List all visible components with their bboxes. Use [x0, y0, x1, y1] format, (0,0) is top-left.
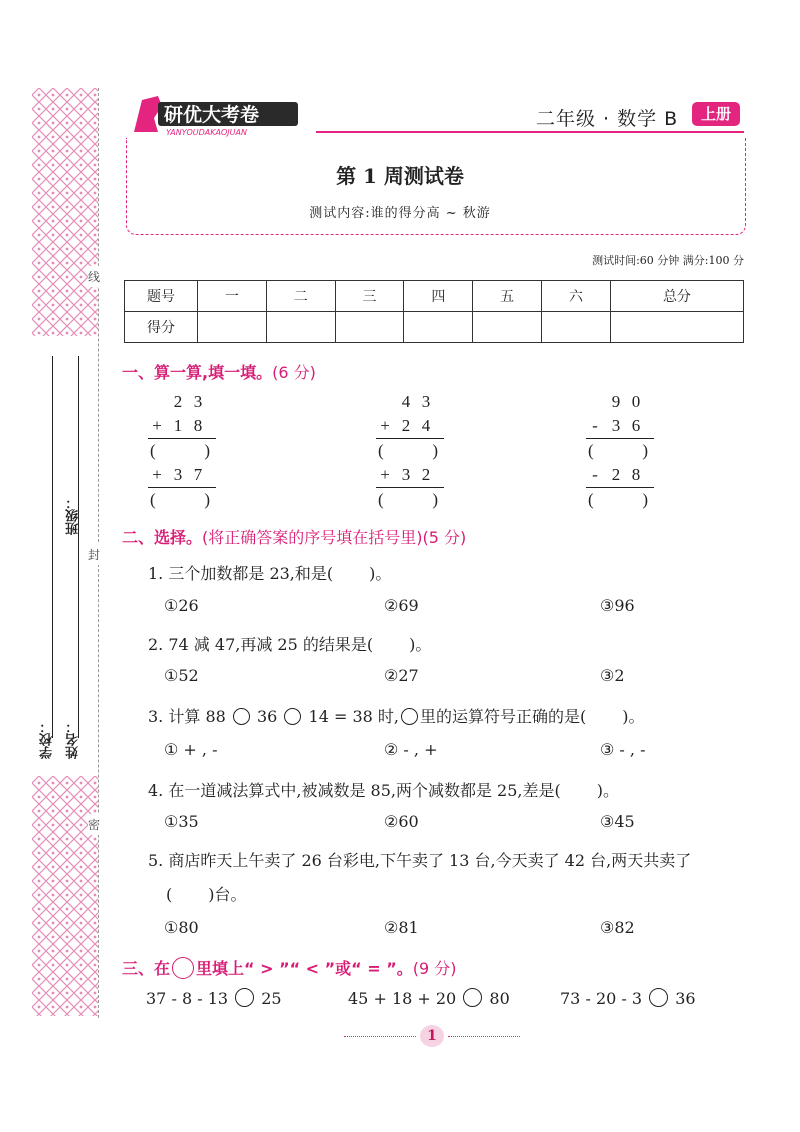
seal-char-bottom: 密	[88, 814, 100, 835]
page-number: 1	[420, 1025, 444, 1047]
section3-heading	[122, 956, 457, 979]
score-header-cell: 二	[266, 281, 335, 312]
option[interactable]: ①26	[164, 596, 199, 615]
operator: +	[152, 465, 162, 484]
question-text: 4. 在一道减法算式中,被减数是 85,两个减数都是 25,差是(	[148, 781, 561, 800]
section1-title: 一、算一算,填一填。	[122, 363, 273, 382]
option[interactable]: ②69	[384, 596, 419, 615]
option[interactable]: ②60	[384, 812, 419, 831]
section3-points: (9 分)	[412, 959, 457, 978]
circle-symbol	[401, 708, 418, 725]
digit: 1	[173, 416, 183, 435]
class-label: 班级：	[66, 496, 81, 535]
question-text: )。	[409, 635, 432, 654]
school-label: 学校：	[40, 720, 55, 759]
section2-heading	[122, 525, 466, 548]
option[interactable]: ③96	[600, 596, 635, 615]
score-cell[interactable]	[335, 312, 404, 343]
compare-item	[560, 988, 696, 1008]
score-row-label: 得分	[125, 312, 198, 343]
option[interactable]: ②81	[384, 918, 419, 937]
score-cell[interactable]	[610, 312, 743, 343]
page-rule-left	[344, 1036, 416, 1037]
answer-blank[interactable]: ( )	[150, 490, 210, 509]
seal-char-mid: 封	[88, 544, 100, 565]
score-header-cell: 四	[404, 281, 473, 312]
section1-points: (6 分)	[272, 363, 316, 382]
question-3	[148, 704, 645, 727]
digit: 3	[611, 416, 621, 435]
section2-title: 二、选择。	[122, 528, 203, 547]
digit: 7	[193, 465, 203, 484]
answer-blank[interactable]: ( )	[588, 490, 648, 509]
score-header-cell: 五	[473, 281, 542, 312]
option[interactable]: ② - , +	[384, 740, 438, 759]
option[interactable]: ①52	[164, 666, 199, 685]
answer-blank[interactable]: ( )	[150, 441, 210, 460]
digit: 4	[421, 416, 431, 435]
question-text: 3. 计算 88	[148, 707, 226, 726]
brand-pinyin: YANYOUDAKAOJUAN	[166, 128, 247, 137]
vertical-calc-1	[146, 390, 218, 512]
score-header-cell: 三	[335, 281, 404, 312]
score-header-cell: 总分	[610, 281, 743, 312]
margin-pattern-bottom	[32, 776, 98, 1016]
question-text: )。	[596, 781, 619, 800]
blank-circle[interactable]	[233, 708, 250, 725]
digit: 2	[611, 465, 621, 484]
brand-name: 研优大考卷	[164, 104, 260, 126]
fist-icon	[134, 96, 162, 132]
digit: 8	[631, 465, 641, 484]
score-header-row	[125, 281, 744, 312]
digit: 4	[401, 392, 411, 411]
vertical-calc-3	[584, 390, 656, 512]
compare-expression: 73 - 20 - 3	[560, 989, 643, 1008]
option[interactable]: ②27	[384, 666, 419, 685]
digit: 9	[611, 392, 621, 411]
question-1	[148, 561, 391, 584]
operator: -	[592, 416, 598, 435]
time-info: 测试时间:60 分钟 满分:100 分	[592, 254, 744, 267]
question-text: 2. 74 减 47,再减 25 的结果是(	[148, 635, 374, 654]
digit: 3	[401, 465, 411, 484]
compare-circle[interactable]	[649, 988, 668, 1007]
section1-heading	[122, 360, 316, 383]
question-5-cont	[166, 882, 247, 905]
class-name-line	[78, 356, 79, 738]
answer-blank[interactable]: ( )	[378, 490, 438, 509]
score-header-cell: 一	[198, 281, 267, 312]
score-table	[124, 280, 744, 343]
question-text: 里的运算符号正确的是(	[420, 707, 587, 726]
question-text: )。	[369, 564, 392, 583]
score-cell[interactable]	[198, 312, 267, 343]
page-rule-right	[448, 1036, 520, 1037]
option[interactable]: ③ - , -	[600, 740, 646, 759]
compare-expression: 45 + 18 + 20	[348, 989, 457, 1008]
volume-badge: 上册	[692, 102, 740, 126]
name-label: 姓名：	[66, 720, 81, 759]
section3-title: 三、在	[122, 959, 171, 978]
compare-value: 25	[261, 989, 282, 1008]
compare-value: 80	[489, 989, 510, 1008]
option[interactable]: ③2	[600, 666, 625, 685]
compare-item	[348, 988, 510, 1008]
digit: 6	[631, 416, 641, 435]
digit: 3	[193, 392, 203, 411]
option[interactable]: ①35	[164, 812, 199, 831]
operator: +	[380, 416, 390, 435]
question-text: 1. 三个加数都是 23,和是(	[148, 564, 334, 583]
circle-symbol	[172, 957, 194, 979]
question-text: (	[166, 885, 173, 904]
operator: +	[152, 416, 162, 435]
blank-circle[interactable]	[284, 708, 301, 725]
header-rule	[316, 131, 744, 133]
question-text: )。	[622, 707, 645, 726]
option[interactable]: ①80	[164, 918, 199, 937]
score-cell[interactable]	[266, 312, 335, 343]
score-header-cell: 六	[542, 281, 611, 312]
section3-title: 里填上“ > ”“ < ”或“ = ”。	[196, 959, 413, 978]
digit: 3	[173, 465, 183, 484]
score-cell[interactable]	[542, 312, 611, 343]
page-title: 第 1 周测试卷	[336, 164, 464, 188]
digit: 8	[193, 416, 203, 435]
brand-logo	[128, 92, 308, 138]
compare-circle[interactable]	[463, 988, 482, 1007]
question-text: 36	[257, 707, 278, 726]
question-5	[148, 848, 691, 871]
digit: 2	[401, 416, 411, 435]
score-cell[interactable]	[473, 312, 542, 343]
compare-expression: 37 - 8 - 13	[146, 989, 229, 1008]
section2-instruction: (将正确答案的序号填在括号里)(5 分)	[202, 528, 467, 547]
question-4	[148, 778, 619, 801]
score-cell[interactable]	[404, 312, 473, 343]
seal-char-top: 线	[88, 266, 100, 287]
option[interactable]: ③45	[600, 812, 635, 831]
digit: 0	[631, 392, 641, 411]
answer-blank[interactable]: ( )	[588, 441, 648, 460]
compare-circle[interactable]	[235, 988, 254, 1007]
operator: -	[592, 465, 598, 484]
option[interactable]: ① + , -	[164, 740, 218, 759]
digit: 2	[173, 392, 183, 411]
vertical-calc-2	[374, 390, 446, 512]
score-header-cell: 题号	[125, 281, 198, 312]
school-line	[52, 356, 53, 738]
question-text: 14 = 38 时,	[308, 707, 400, 726]
compare-item	[146, 988, 282, 1008]
digit: 3	[421, 392, 431, 411]
score-value-row	[125, 312, 744, 343]
grade-subject: 二年级 · 数学 B	[536, 108, 679, 130]
page-subtitle: 测试内容:谁的得分高 ~ 秋游	[309, 206, 491, 221]
option[interactable]: ③82	[600, 918, 635, 937]
question-2	[148, 632, 431, 655]
operator: +	[380, 465, 390, 484]
digit: 2	[421, 465, 431, 484]
compare-value: 36	[675, 989, 696, 1008]
answer-blank[interactable]: ( )	[378, 441, 438, 460]
question-text: )台。	[208, 885, 247, 904]
question-text: 5. 商店昨天上午卖了 26 台彩电,下午卖了 13 台,今天卖了 42 台,两天共卖了	[148, 851, 692, 870]
